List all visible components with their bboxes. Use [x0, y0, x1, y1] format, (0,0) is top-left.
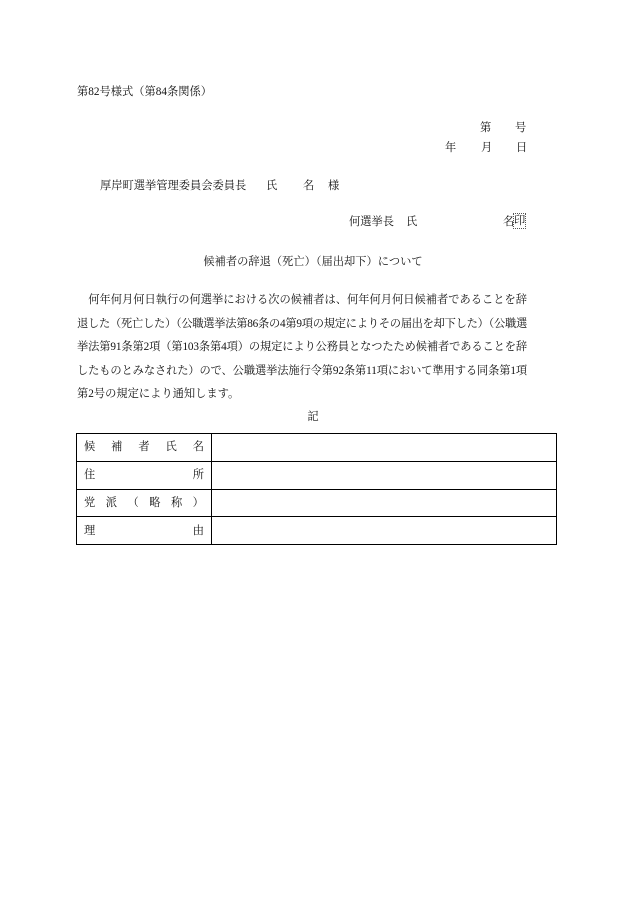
label-char: 補	[111, 441, 123, 454]
row-value-cell	[212, 517, 557, 545]
label-char: 称	[170, 496, 183, 509]
sender-name-label-family: 氏	[406, 216, 418, 228]
row-label-cell	[77, 517, 212, 545]
row-label-cell	[77, 434, 212, 462]
label-char: 氏	[165, 441, 177, 454]
addressee-title: 厚岸町選挙管理委員会委員長	[100, 180, 247, 192]
row-value-cell	[212, 434, 557, 462]
table-row	[77, 489, 557, 517]
addressee-name-label-family: 氏	[266, 180, 278, 192]
date-day-label: 日	[516, 142, 528, 154]
label-char: 名	[192, 441, 204, 454]
sender-name-label-given: 名	[503, 216, 515, 228]
addressee-name-label-given: 名	[303, 180, 315, 192]
label-char: 候	[84, 441, 96, 454]
document-title: 候補者の辞退（死亡）（届出却下）について	[203, 256, 423, 268]
body-line: 何年何月何日執行の何選挙における次の候補者は、何年何月何日候補者であることを辞	[88, 294, 528, 306]
label-char: 由	[192, 524, 204, 537]
label-char: 略	[149, 496, 161, 509]
date-year-label: 年	[445, 142, 457, 154]
table-row	[77, 434, 557, 462]
label-char: 派	[105, 496, 117, 509]
label-char: 理	[84, 524, 96, 537]
form-number: 第82号様式（第84条関係）	[77, 86, 213, 98]
row-label-candidate-name	[77, 440, 211, 454]
table-row	[77, 461, 557, 489]
candidate-record-table	[76, 433, 557, 545]
body-line: 挙法第91条第2項（第103条第4項）の規定により公務員となつたため候補者であることを辞	[77, 341, 527, 353]
body-line: したものとみなされた）ので、公職選挙法施行令第92条第11項において準用する同条第1項	[77, 364, 527, 377]
row-label-party	[77, 496, 211, 510]
label-char: ）	[192, 496, 204, 509]
row-value-cell	[212, 489, 557, 517]
row-value-cell	[212, 461, 557, 489]
sender-title: 何選挙長	[349, 216, 395, 228]
date-month-label: 月	[481, 142, 493, 154]
body-line: 第2号の規定により通知します。	[77, 388, 240, 400]
document-number-prefix: 第	[480, 122, 492, 134]
label-char: 所	[192, 469, 204, 482]
row-label-cell	[77, 461, 212, 489]
label-char: 者	[138, 441, 150, 454]
addressee-honorific: 様	[328, 180, 340, 192]
label-char: 党	[84, 496, 96, 509]
body-line: 退した（死亡した）（公職選挙法第86条の4第9項の規定によりその届出を却下した）（公職選	[77, 317, 527, 330]
table-row	[77, 517, 557, 545]
row-label-reason	[77, 524, 211, 538]
body-paragraph	[77, 289, 527, 407]
seal-mark: 印	[514, 215, 526, 227]
label-char: 住	[84, 469, 96, 482]
label-char: （	[127, 496, 139, 509]
row-label-address	[77, 468, 211, 482]
row-label-cell	[77, 489, 212, 517]
record-heading: 記	[307, 411, 319, 423]
document-number-suffix: 号	[515, 122, 527, 134]
